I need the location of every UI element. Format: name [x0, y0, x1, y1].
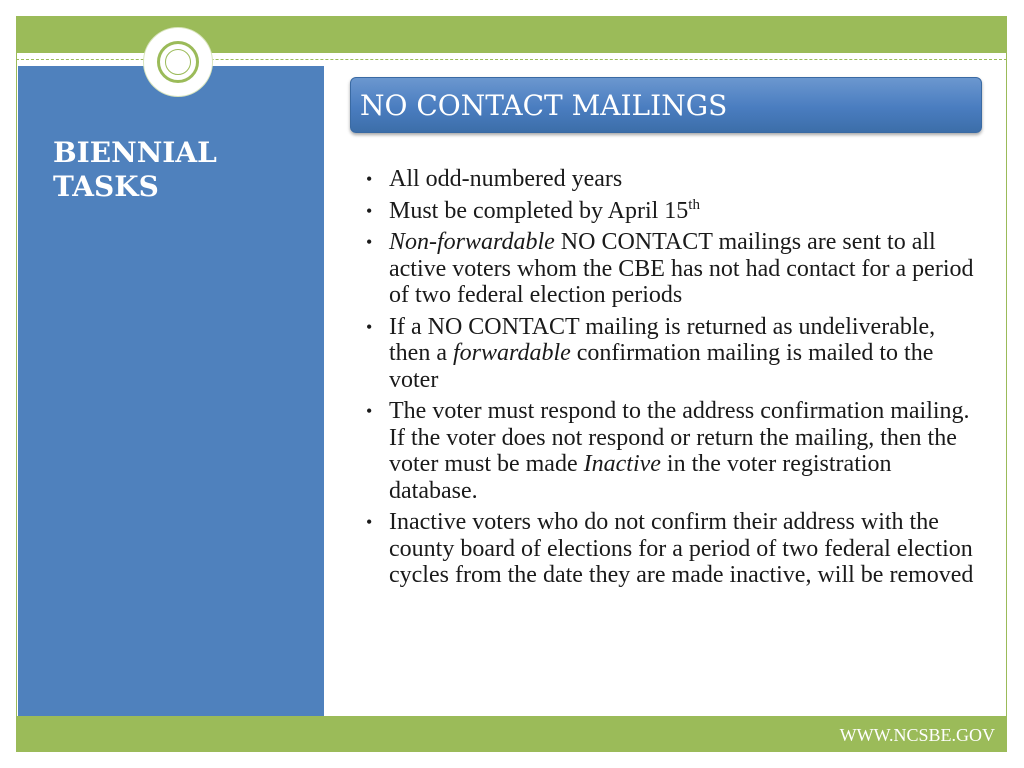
bullet-list [366, 166, 976, 594]
bullet-dot-icon: • [366, 401, 373, 421]
bullet-text: Must be completed by April 15 [389, 197, 689, 224]
bullet-text: The voter must respond to the address confirmation mailing. If the voter does not respond or return the mailing, then the voter must be made [389, 398, 970, 477]
bullet-text: Inactive voters who do not confirm their address with the county board of elections for a period of two federal election cycles from the date they are made inactive, will be removed [389, 509, 974, 588]
footer-url: WWW.NCSBE.GOV [839, 725, 995, 745]
bullet-dot-icon: • [366, 169, 373, 189]
list-item [366, 509, 976, 589]
bullet-dot-icon: • [366, 200, 373, 221]
title-banner [350, 77, 982, 133]
list-item [366, 398, 976, 504]
bullet-dot-icon: • [366, 232, 373, 252]
list-item [366, 166, 976, 193]
section-title-line2: TASKS [53, 170, 159, 203]
bullet-emphasis: forwardable [452, 340, 571, 366]
bullet-emphasis: Non-forwardable [389, 229, 555, 255]
section-title-line1: BIENNIAL [53, 136, 217, 169]
bullet-text: NO CONTACT mailings are sent to all active voters whom the CBE has not had contact for a period of two federal election periods [389, 229, 974, 308]
bullet-dot-icon: • [366, 316, 373, 337]
slide-title: NO CONTACT MAILINGS [360, 89, 728, 122]
bullet-text: All odd-numbered years [389, 166, 623, 192]
ring-emblem-inner [157, 41, 199, 83]
bullet-emphasis: Inactive [583, 451, 661, 477]
section-title [53, 136, 313, 204]
bullet-text: If a NO CONTACT mailing is returned as undeliverable, then a [389, 313, 936, 366]
bullet-dot-icon: • [366, 512, 373, 532]
list-item [366, 229, 976, 309]
ordinal-suffix: th [688, 196, 700, 213]
list-item [366, 314, 976, 394]
bullet-text: confirmation mailing is mailed to the voter [389, 340, 934, 393]
bullet-text: in the voter registration database. [389, 451, 892, 504]
ring-emblem-icon [144, 28, 212, 96]
list-item [366, 198, 976, 225]
